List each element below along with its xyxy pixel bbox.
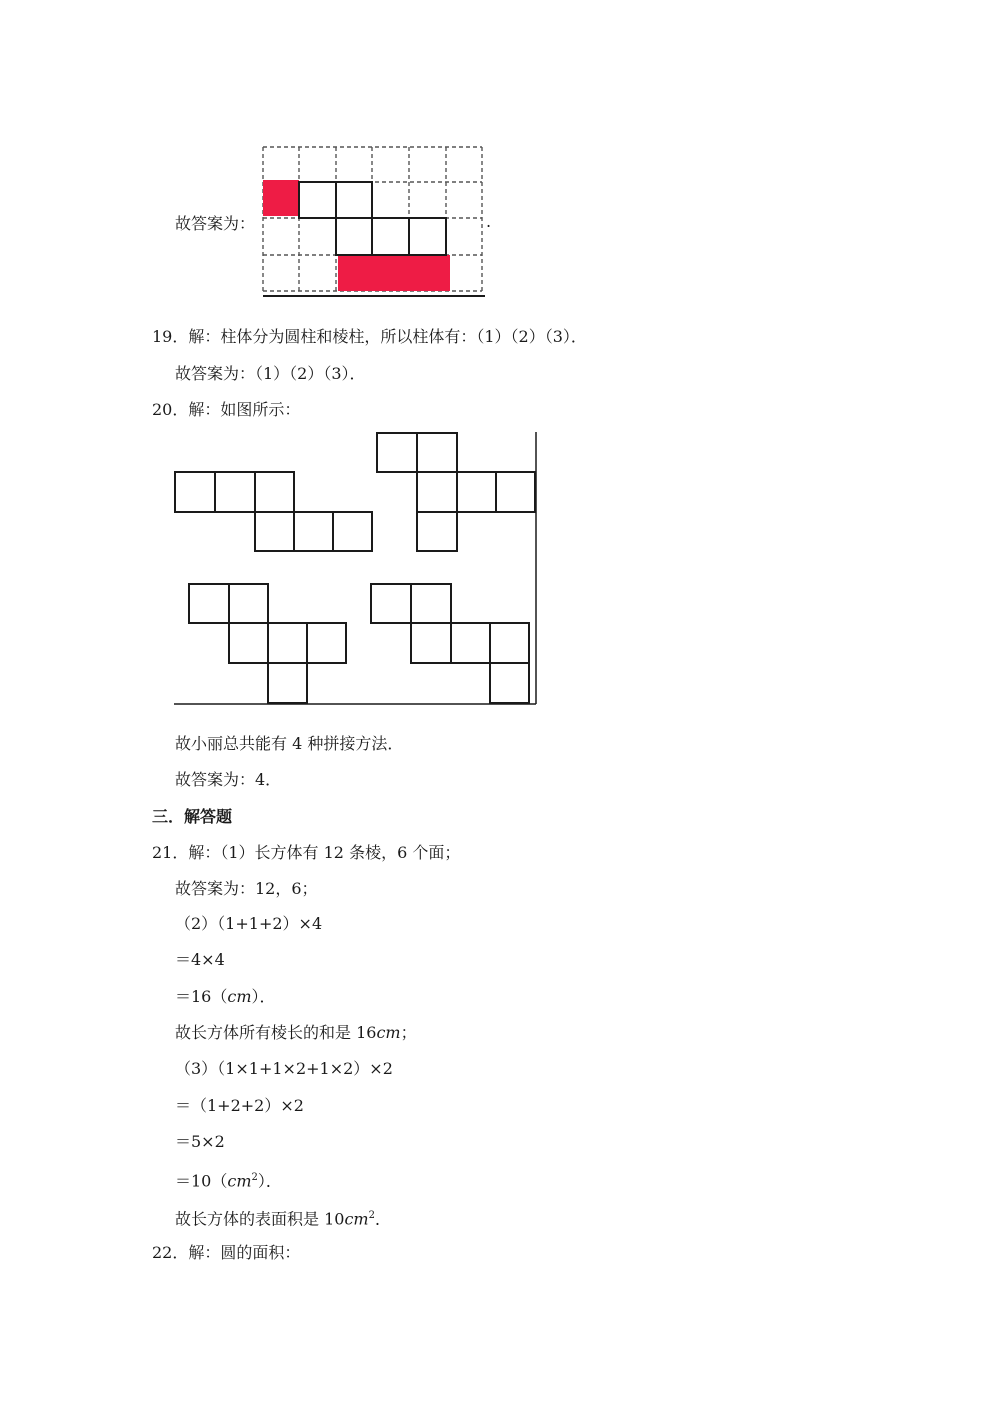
q21-part3-expr: （3）（1×1+1×2+1×2）×2 [175,1059,393,1078]
q21-part2-conclusion: 故长方体所有棱长的和是 16cm； [175,1023,417,1042]
section-title: 三．解答题 [152,807,233,826]
q21-part3-conclusion: 故长方体的表面积是 $10cm^2$． [175,1209,391,1229]
q21-part1: 21．解：（1）长方体有 12 条棱，6 个面； [152,843,461,862]
net-outline [299,182,446,255]
cube-nets-figure [172,430,542,710]
red-bar-bottom [338,255,450,291]
q21-part3-step1: ＝（1+2+2）×2 [175,1096,304,1115]
q21-answer: 故答案为：12，6； [175,879,318,898]
q20-solution: 20．解：如图所示： [152,400,301,419]
q20-answer: 故答案为：4． [175,770,282,789]
q20-conclusion: 故小丽总共能有 4 种拼接方法． [175,734,404,753]
answer-label-top: 故答案为： [175,214,256,233]
q22-solution: 22．解：圆的面积： [152,1243,301,1262]
q21-part2-expr: （2）（1+1+2）×4 [175,914,323,933]
net-1 [175,472,372,551]
net-3 [189,584,346,703]
trailing-period: . [486,212,492,231]
q21-part3-result: $=10(cm^2)$． [175,1171,282,1191]
net-4 [371,584,529,703]
q21-part2-result: ＝16（cm）． [175,987,276,1006]
grid-figure [260,145,490,300]
q21-part2-step1: ＝4×4 [175,950,225,969]
q19-answer: 故答案为：（1）（2）（3）． [175,364,366,383]
red-cell-left [263,180,299,216]
q21-part3-step2: ＝5×2 [175,1132,225,1151]
net-2 [377,433,535,551]
q19-solution: 19．解：柱体分为圆柱和棱柱，所以柱体有：（1）（2）（3）． [152,327,587,346]
